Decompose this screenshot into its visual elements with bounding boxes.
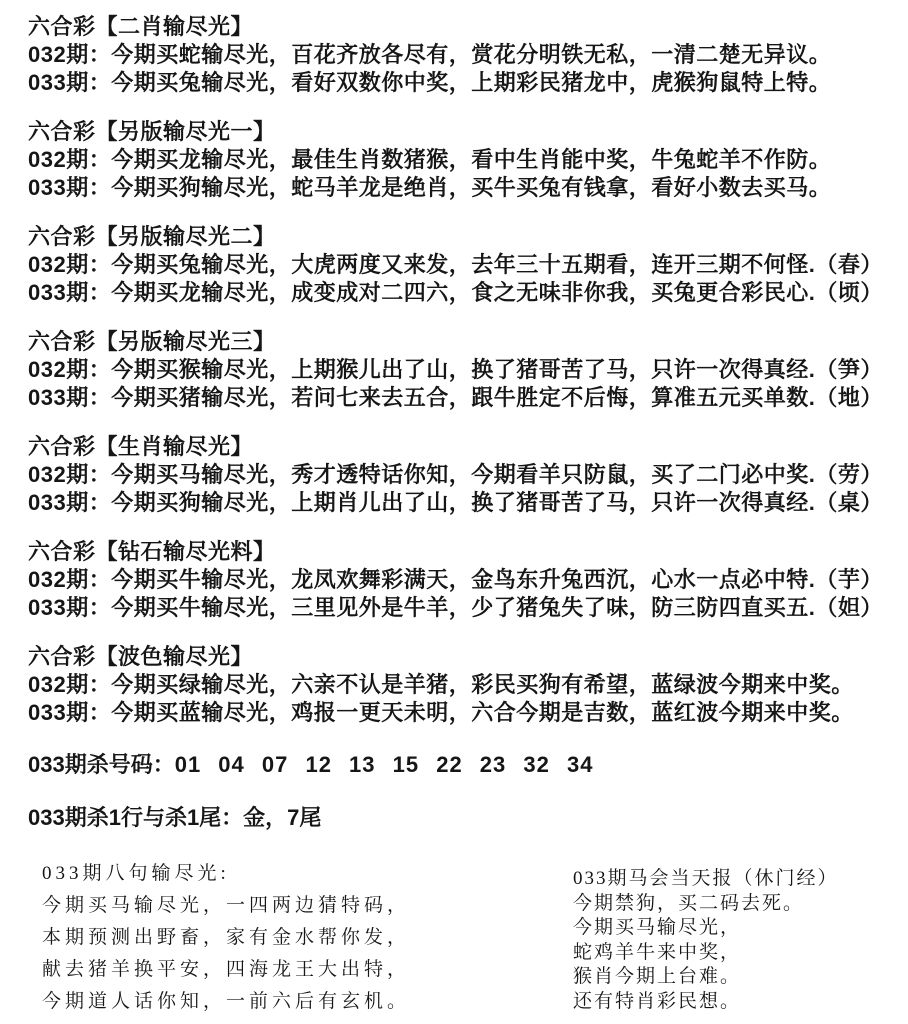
section-line-032: 032期：今期买绿输尽光，六亲不认是羊猪，彩民买狗有希望，蓝绿波今期来中奖。 (28, 672, 854, 697)
daily-report-block (573, 858, 839, 1018)
section-line-033: 033期：今期买蓝输尽光，鸡报一更天未明，六合今期是吉数，蓝红波今期来中奖。 (28, 700, 854, 725)
section-line-032: 032期：今期买蛇输尽光，百花齐放各尽有，赏花分明铁无私，一清二楚无异议。 (28, 42, 832, 67)
section-header: 六合彩【二肖输尽光】 (28, 14, 254, 39)
kill-numbers-values: 01 04 07 12 13 15 22 23 32 34 (174, 752, 594, 777)
section-zodiac (28, 433, 890, 517)
section-line-032: 032期：今期买马输尽光，秀才透特话你知，今期看羊只防鼠，买了二门必中奖.（劳） (28, 462, 883, 487)
section-header: 六合彩【另版输尽光一】 (28, 119, 276, 144)
section-line-032: 032期：今期买龙输尽光，最佳生肖数猪猴，看中生肖能中奖，牛兔蛇羊不作防。 (28, 147, 832, 172)
section-header: 六合彩【波色输尽光】 (28, 644, 254, 669)
section-header: 六合彩【生肖输尽光】 (28, 434, 254, 459)
daily-report-title: 033期马会当天报（休门经） (573, 868, 839, 889)
section-line-033: 033期：今期买牛输尽光，三里见外是牛羊，少了猪兔失了味，防三防四直买五.（妲） (28, 595, 883, 620)
tip-sections (28, 13, 890, 727)
section-line-032: 032期：今期买兔输尽光，大虎两度又来发，去年三十五期看，连开三期不何怪.（春） (28, 252, 883, 277)
section-line-033: 033期：今期买狗输尽光，上期肖儿出了山，换了猪哥苦了马，只许一次得真经.（桌） (28, 490, 883, 515)
daily-report-line: 蛇鸡羊牛来中奖， (573, 941, 742, 963)
eight-verse-line: 今期道人话你知，一前六后有玄机。 (42, 991, 411, 1012)
section-header: 六合彩【另版输尽光二】 (28, 224, 276, 249)
eight-verse-line: 献去猪羊换平安，四海龙王大出特， (42, 959, 411, 980)
daily-report-line: 今期买马输尽光， (573, 917, 742, 938)
section-diamond (28, 538, 890, 622)
section-line-033: 033期：今期买兔输尽光，看好双数你中奖，上期彩民猪龙中，虎猴狗鼠特上特。 (28, 70, 832, 95)
kill-numbers-line (28, 751, 890, 779)
section-line-033: 033期：今期买猪输尽光，若问七来去五合，跟牛胜定不后悔，算准五元买单数.（地） (28, 385, 883, 410)
section-wave-color (28, 643, 890, 727)
section-alt-version-3 (28, 328, 890, 412)
section-alt-version-2 (28, 223, 890, 307)
section-line-032: 032期：今期买猴输尽光，上期猴儿出了山，换了猪哥苦了马，只许一次得真经.（笋） (28, 357, 883, 382)
eight-verse-line: 今期买马输尽光，一四两边猜特码， (42, 895, 411, 916)
daily-report-line: 还有特肖彩民想。 (573, 990, 742, 1012)
bottom-columns (28, 858, 890, 1018)
kill-row-tail-line: 033期杀1行与杀1尾：金，7尾 (28, 805, 322, 830)
daily-report-line: 今期禁狗，买二码去死。 (573, 892, 805, 914)
section-line-032: 032期：今期买牛输尽光，龙凤欢舞彩满天，金鸟东升兔西沉，心水一点必中特.（芋） (28, 567, 883, 592)
daily-report-line: 猴肖今期上台难。 (573, 966, 742, 987)
eight-verse-title: 033期八句输尽光: (42, 863, 230, 884)
section-alt-version-1 (28, 118, 890, 202)
section-line-033: 033期：今期买狗输尽光，蛇马羊龙是绝肖，买牛买兔有钱拿，看好小数去买马。 (28, 175, 832, 200)
section-header: 六合彩【钻石输尽光料】 (28, 539, 276, 564)
eight-verse-line: 本期预测出野畜，家有金水帮你发， (42, 927, 411, 948)
section-line-033: 033期：今期买龙输尽光，成变成对二四六，食之无味非你我，买兔更合彩民心.（顷） (28, 280, 883, 305)
kill-numbers-label: 033期杀号码： (28, 752, 175, 777)
section-header: 六合彩【另版输尽光三】 (28, 329, 276, 354)
section-two-zodiac (28, 13, 890, 97)
eight-verse-block (42, 858, 512, 1018)
